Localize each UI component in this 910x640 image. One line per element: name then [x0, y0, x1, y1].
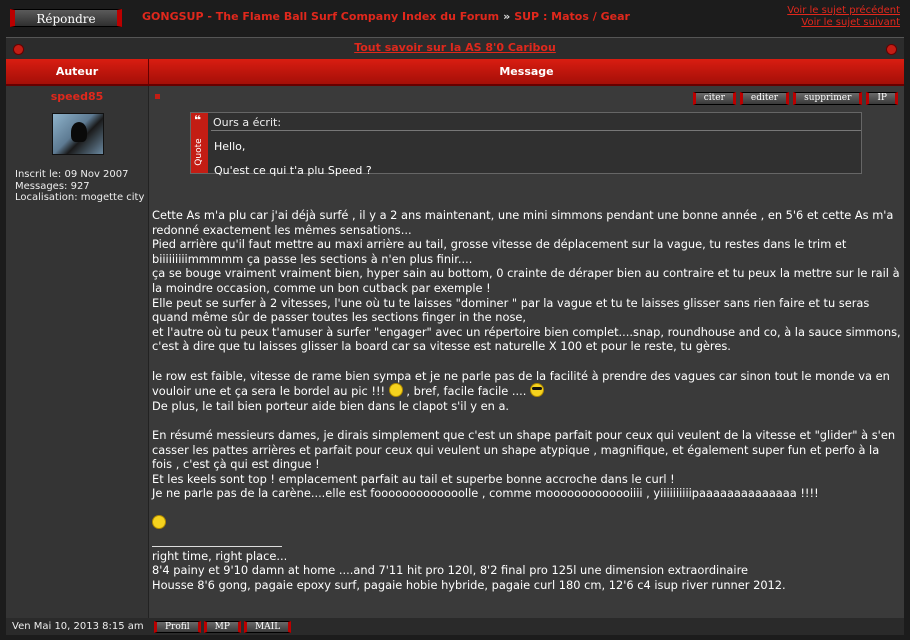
quote-tab [191, 113, 208, 173]
post-body [152, 208, 901, 592]
bullet-icon [886, 44, 897, 55]
signature-line: right time, right place... [152, 548, 288, 563]
breadcrumb-separator: » [503, 10, 511, 23]
next-topic-link[interactable]: Voir le sujet suivant [801, 17, 900, 28]
quote-mark-icon: ❝ [194, 113, 202, 127]
author-actions [154, 621, 294, 640]
quote-author: Ours a écrit: [213, 116, 282, 129]
avatar [52, 113, 104, 155]
author-panel [6, 86, 149, 618]
quote-block [190, 112, 862, 177]
post-paragraph: De plus, le tail bien porteur aide bien dans le clapot s'il y en a. [152, 398, 510, 413]
signature-divider [152, 546, 282, 547]
breadcrumb [142, 10, 630, 23]
post-text-span: le row est faible, vitesse de rame bien sympa et je ne parle pas de la facilité à prendre des vagues car sinon tout le monde va en vouloir une et ça sera le bordel au pic !!! [152, 368, 890, 399]
author-location: Localisation: mogette city [15, 192, 145, 203]
divider [211, 130, 861, 131]
post-date: Ven Mai 10, 2013 8:15 am [12, 621, 144, 632]
post-tools [689, 92, 898, 111]
topic-title-bar [6, 37, 904, 60]
signature-line: Housse 8'6 gong, pagaie epoxy surf, pagaie hobie hybride, pagaie curl 180 cm, 12'6 c4 isup river runner 2012. [152, 577, 786, 592]
topic-title[interactable]: Tout savoir sur la AS 8'0 Caribou [354, 41, 556, 54]
post-footer [6, 618, 904, 635]
author-info [15, 169, 145, 204]
post-paragraph: En résumé messieurs dames, je dirais simplement que c'est un shape parfait pour ceux qui veulent de la vitesse et "glider" à s'en casser les pattes arrières et parfait pour ceux qui veulent un shape atypique , magnifique, et également super fun et perfo à la fois , c'est çà qui est dingue ! [152, 427, 896, 472]
post-paragraph: Et les keels sont top ! emplacement parfait au tail et superbe bonne accroche dans le curl ! [152, 471, 675, 486]
table-header [6, 59, 904, 86]
author-joined: Inscrit le: 09 Nov 2007 [15, 169, 129, 180]
smiley-icon [152, 515, 166, 529]
breadcrumb-category[interactable]: SUP : Matos / Gear [514, 10, 630, 23]
post-paragraph: Cette As m'a plu car j'ai déjà surfé , il y a 2 ans maintenant, une mini simmons pendant une bonne année , en 5'6 et cette As m'a redonné exactement les mêmes sensations... [152, 208, 894, 237]
edit-button[interactable]: editer [740, 92, 789, 105]
previous-topic-link[interactable]: Voir le sujet précédent [787, 5, 900, 16]
author-messages: Messages: 927 [15, 180, 90, 192]
post-paragraph: Je ne parle pas de la carène....elle est fooooooooooooolle , comme mooooooooooooiiii , yiiiiiiiiiipaaaaaaaaaaaaaa !!!! [152, 486, 819, 501]
column-header-message: Message [499, 65, 554, 78]
ip-button[interactable]: IP [866, 92, 898, 105]
post-paragraph [152, 369, 901, 399]
post-paragraph: Elle peut se surfer à 2 vitesses, l'une où tu te laisses "dominer " par la vague et tu te laisses glisser sans rien faire et tu seras quand même sûr de passer toutes les sections finger in the nose, [152, 295, 870, 325]
quote-body: Hello, Qu'est ce qui t'a plu Speed ? [214, 140, 372, 177]
signature-line: 8'4 painy et 9'10 damn at home ....and 7'11 hit pro 120l, 8'2 final pro 125l une dimension extraordinaire [152, 563, 749, 578]
message-panel [149, 86, 904, 618]
post-marker-icon [155, 94, 160, 99]
email-button[interactable]: MAIL [244, 621, 291, 633]
post-paragraph [152, 515, 901, 531]
delete-button[interactable]: supprimer [793, 92, 862, 105]
reply-button[interactable]: Répondre [10, 9, 122, 27]
private-message-button[interactable]: MP [204, 621, 241, 633]
smiley-cool-icon [530, 383, 544, 397]
author-username[interactable]: speed85 [50, 90, 104, 103]
quote-tab-label: Quote [194, 138, 204, 166]
smiley-laugh-icon [389, 383, 403, 397]
post-paragraph: Pied arrière qu'il faut mettre au maxi arrière au tail, grosse vitesse de déplacement sur la vague, tu restes dans le trim et biiiiiiiiimmmmm ça passe les sections à n'en plus finir.... [152, 237, 847, 266]
top-bar [0, 0, 910, 34]
post-text-span: , bref, facile facile .... [406, 384, 527, 399]
topic-nav [787, 5, 900, 29]
column-header-author: Auteur [55, 65, 99, 78]
profile-button[interactable]: Profil [154, 621, 201, 633]
post-paragraph: c'est à dire que tu laisses glisser la board car sa vitesse est naturelle X 100 et pour le reste, tu gères. [152, 339, 731, 354]
post-paragraph: ça se bouge vraiment vraiment bien, hyper sain au bottom, 0 crainte de déraper bien au contraire et tu peux la mettre sur le rail à la moindre occasion, comme un bon cutback par exemple ! [152, 266, 900, 295]
breadcrumb-forum-index[interactable]: GONGSUP - The Flame Ball Surf Company Index du Forum [142, 10, 500, 23]
quote-button[interactable]: citer [693, 92, 736, 105]
post-paragraph: et l'autre où tu peux t'amuser à surfer "engager" avec un répertoire bien complet....snap, roundhouse and co, à la sauce simmons, [152, 324, 901, 339]
